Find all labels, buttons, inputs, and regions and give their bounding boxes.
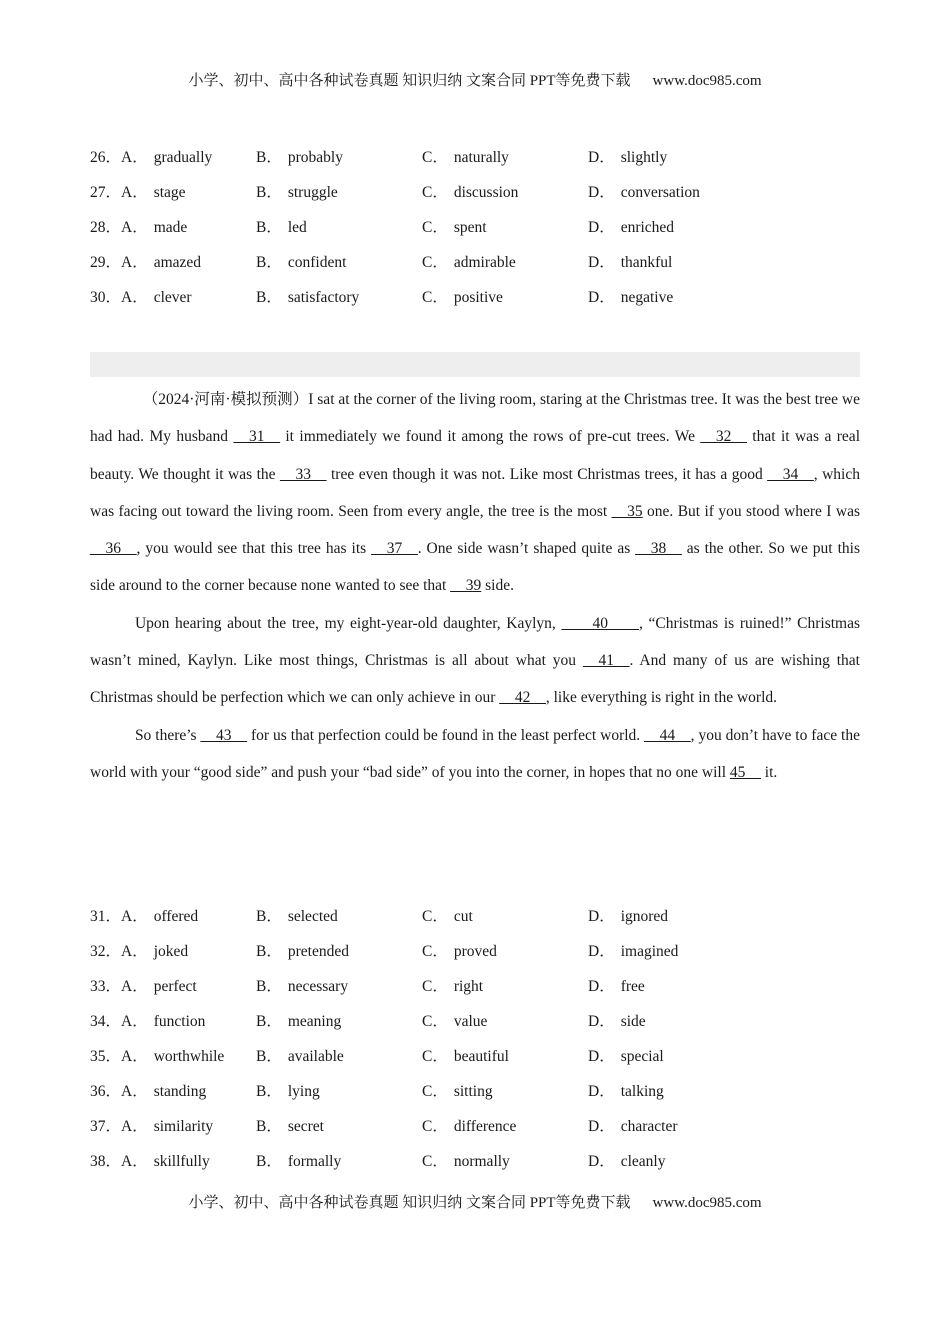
option-c <box>422 250 516 272</box>
answer-blank: __31__ <box>233 428 280 446</box>
option-a <box>90 250 201 272</box>
option-a <box>90 1114 213 1136</box>
option-letter-d: D． <box>588 1153 615 1170</box>
section-divider-bar <box>90 352 860 377</box>
header-text: 小学、初中、高中各种试卷真题 知识归纳 文案合同 PPT等免费下载 <box>188 73 631 89</box>
option-letter-b: B． <box>256 1118 282 1135</box>
option-text-c: beautiful <box>453 1048 509 1065</box>
option-letter-b: B． <box>256 1048 282 1065</box>
option-a <box>90 1044 224 1066</box>
option-letter-a: A． <box>121 254 148 271</box>
option-text-b: meaning <box>287 1013 342 1030</box>
option-text-b: probably <box>287 149 343 166</box>
passage-text: it. <box>760 763 778 781</box>
passage-text: Upon hearing about the tree, my eight-year-old daughter, Kaylyn, <box>134 614 562 632</box>
option-b <box>256 250 346 272</box>
question-number: 32． <box>90 943 122 960</box>
option-letter-d: D． <box>588 289 615 306</box>
option-d <box>588 974 645 996</box>
option-a <box>90 285 192 307</box>
option-text-c: cut <box>453 908 473 925</box>
option-text-d: imagined <box>620 943 679 960</box>
option-b <box>256 939 349 961</box>
option-text-a: offered <box>153 908 199 925</box>
option-b <box>256 974 348 996</box>
options-list-bottom <box>90 904 870 1184</box>
option-letter-c: C． <box>422 254 448 271</box>
passage-paragraph-1 <box>90 381 860 605</box>
passage-text: . And many of us are wishing that Christmas should be perfection which we can only achieve in our <box>90 652 860 707</box>
option-letter-d: D． <box>588 1048 615 1065</box>
passage-text: side. <box>481 577 514 595</box>
passage-text: , you would see that this tree has its <box>136 540 372 558</box>
option-letter-b: B． <box>256 1153 282 1170</box>
question-row <box>90 904 870 939</box>
option-text-c: proved <box>453 943 497 960</box>
option-letter-a: A． <box>121 943 148 960</box>
question-row <box>90 180 870 215</box>
question-row <box>90 145 870 180</box>
answer-blank: __36__ <box>90 540 137 558</box>
header-url[interactable]: www.doc985.com <box>652 73 762 89</box>
passage-paragraph-3 <box>90 717 860 792</box>
option-b <box>256 215 307 237</box>
answer-blank: __34__ <box>767 465 814 483</box>
option-d <box>588 145 667 167</box>
option-letter-d: D． <box>588 1083 615 1100</box>
option-a <box>90 1009 205 1031</box>
option-letter-d: D． <box>588 908 615 925</box>
option-text-d: negative <box>620 289 674 306</box>
option-text-b: confident <box>287 254 347 271</box>
option-text-d: conversation <box>620 184 700 201</box>
option-d <box>588 1114 677 1136</box>
option-b <box>256 180 338 202</box>
option-text-b: selected <box>287 908 338 925</box>
option-d <box>588 180 700 202</box>
passage-text: as the other. So we put this side around to the corner because none wanted to see that <box>90 540 860 595</box>
question-number: 28． <box>90 219 122 236</box>
option-letter-d: D． <box>588 184 615 201</box>
option-text-d: cleanly <box>620 1153 666 1170</box>
question-number: 37． <box>90 1118 122 1135</box>
option-c <box>422 215 487 237</box>
question-row <box>90 1044 870 1079</box>
option-text-a: stage <box>153 184 186 201</box>
option-text-b: necessary <box>287 978 349 995</box>
option-letter-c: C． <box>422 1083 448 1100</box>
passage-text: tree even though it was not. Like most Christmas trees, it has a good <box>326 465 768 483</box>
question-number: 36． <box>90 1083 122 1100</box>
option-letter-c: C． <box>422 1153 448 1170</box>
option-letter-b: B． <box>256 943 282 960</box>
option-letter-d: D． <box>588 219 615 236</box>
option-text-c: right <box>453 978 484 995</box>
option-text-a: similarity <box>153 1118 214 1135</box>
option-text-b: lying <box>287 1083 320 1100</box>
option-a <box>90 145 212 167</box>
option-text-a: skillfully <box>153 1153 210 1170</box>
question-number: 29． <box>90 254 122 271</box>
option-letter-b: B． <box>256 219 282 236</box>
answer-blank: __44__ <box>644 726 691 744</box>
answer-blank: ____40____ <box>561 614 639 632</box>
option-text-c: discussion <box>453 184 519 201</box>
question-number: 26． <box>90 149 122 166</box>
option-text-a: function <box>153 1013 206 1030</box>
page-footer <box>0 1191 950 1212</box>
option-text-a: made <box>153 219 188 236</box>
option-letter-c: C． <box>422 149 448 166</box>
passage-text: . One side wasn’t shaped quite as <box>417 540 636 558</box>
option-d <box>588 1009 646 1031</box>
option-text-a: standing <box>153 1083 207 1100</box>
option-letter-d: D． <box>588 1118 615 1135</box>
option-text-a: amazed <box>153 254 202 271</box>
answer-blank: __37__ <box>371 540 418 558</box>
passage-text: for us that perfection could be found in the least perfect world. <box>247 726 645 744</box>
option-text-d: talking <box>620 1083 664 1100</box>
option-text-b: secret <box>287 1118 324 1135</box>
option-letter-b: B． <box>256 1083 282 1100</box>
option-b <box>256 1044 344 1066</box>
option-b <box>256 285 359 307</box>
option-letter-b: B． <box>256 978 282 995</box>
option-text-d: character <box>620 1118 678 1135</box>
option-d <box>588 285 673 307</box>
footer-text: 小学、初中、高中各种试卷真题 知识归纳 文案合同 PPT等免费下载 <box>188 1195 631 1211</box>
option-d <box>588 1079 664 1101</box>
option-text-c: naturally <box>453 149 509 166</box>
option-text-c: value <box>453 1013 488 1030</box>
option-a <box>90 974 197 996</box>
option-text-a: gradually <box>153 149 213 166</box>
passage-text: , “Christmas is ruined!” Christmas wasn’t mined, Kaylyn. Like most things, Christmas is all about what you <box>90 614 861 670</box>
option-d <box>588 1149 665 1171</box>
option-b <box>256 1009 341 1031</box>
option-text-c: admirable <box>453 254 516 271</box>
option-letter-d: D． <box>588 254 615 271</box>
question-number: 30． <box>90 289 122 306</box>
option-c <box>422 285 503 307</box>
option-a <box>90 1079 206 1101</box>
option-text-a: perfect <box>153 978 197 995</box>
option-text-d: thankful <box>620 254 673 271</box>
option-text-b: struggle <box>287 184 338 201</box>
option-b <box>256 1079 320 1101</box>
option-letter-d: D． <box>588 978 615 995</box>
option-c <box>422 904 473 926</box>
option-text-c: difference <box>453 1118 517 1135</box>
option-letter-a: A． <box>121 1048 148 1065</box>
answer-blank: __39 <box>450 577 482 595</box>
option-b <box>256 1149 341 1171</box>
option-letter-b: B． <box>256 908 282 925</box>
passage-text: So there’s <box>134 726 201 744</box>
option-text-c: normally <box>453 1153 510 1170</box>
option-text-b: pretended <box>287 943 349 960</box>
option-letter-c: C． <box>422 943 448 960</box>
passage-text: , like everything is right in the world. <box>545 689 778 707</box>
page-header <box>0 69 950 90</box>
answer-blank: __35 <box>611 502 643 520</box>
option-a <box>90 180 186 202</box>
option-text-b: available <box>287 1048 344 1065</box>
option-letter-b: B． <box>256 184 282 201</box>
option-d <box>588 939 678 961</box>
answer-blank: __38__ <box>635 540 682 558</box>
passage-text: （2024·河南·模拟预测）I sat at the corner of the living room, staring at the Christmas tree. It was the best tree we had had. My husband <box>90 391 860 446</box>
option-letter-a: A． <box>121 978 148 995</box>
option-letter-b: B． <box>256 149 282 166</box>
option-letter-b: B． <box>256 254 282 271</box>
option-letter-a: A． <box>121 289 148 306</box>
question-number: 31． <box>90 908 122 925</box>
option-text-b: satisfactory <box>287 289 360 306</box>
option-d <box>588 250 672 272</box>
option-text-d: free <box>620 978 645 995</box>
question-row <box>90 285 870 320</box>
option-letter-a: A． <box>121 1153 148 1170</box>
option-letter-c: C． <box>422 1048 448 1065</box>
answer-blank: __43__ <box>200 726 248 744</box>
question-number: 34． <box>90 1013 122 1030</box>
option-letter-c: C． <box>422 184 448 201</box>
option-d <box>588 215 674 237</box>
passage-text: , which was facing out toward the living room. Seen from every angle, the tree is the most <box>90 465 860 520</box>
option-letter-c: C． <box>422 1118 448 1135</box>
option-letter-b: B． <box>256 289 282 306</box>
question-row <box>90 1149 870 1184</box>
passage-text: it immediately we found it among the rows of pre-cut trees. We <box>279 428 701 446</box>
option-text-d: special <box>620 1048 664 1065</box>
option-text-d: slightly <box>620 149 668 166</box>
option-letter-c: C． <box>422 289 448 306</box>
question-row <box>90 250 870 285</box>
passage-text: that it was a real beauty. We thought it was the <box>90 428 860 483</box>
option-letter-c: C． <box>422 978 448 995</box>
option-c <box>422 145 509 167</box>
option-text-b: formally <box>287 1153 342 1170</box>
option-c <box>422 1149 510 1171</box>
option-c <box>422 1114 516 1136</box>
question-row <box>90 1079 870 1114</box>
passage-text: , you don’t have to face the world with your “good side” and push your “bad side” of you into the corner, in hopes that no one will <box>90 726 860 781</box>
question-number: 27． <box>90 184 122 201</box>
passage-paragraph-2 <box>90 605 860 717</box>
option-a <box>90 1149 210 1171</box>
option-letter-c: C． <box>422 1013 448 1030</box>
option-letter-d: D． <box>588 943 615 960</box>
option-text-a: worthwhile <box>153 1048 225 1065</box>
option-letter-c: C． <box>422 908 448 925</box>
option-c <box>422 1044 509 1066</box>
answer-blank: __42__ <box>499 689 546 707</box>
option-c <box>422 974 483 996</box>
answer-blank: 45__ <box>729 763 761 781</box>
option-letter-d: D． <box>588 1013 615 1030</box>
question-row <box>90 1114 870 1149</box>
option-d <box>588 904 668 926</box>
question-row <box>90 215 870 250</box>
option-a <box>90 215 187 237</box>
passage-text: one. But if you stood where I was <box>642 502 860 520</box>
option-text-c: positive <box>453 289 503 306</box>
footer-url[interactable]: www.doc985.com <box>652 1195 762 1211</box>
option-letter-a: A． <box>121 184 148 201</box>
option-letter-b: B． <box>256 1013 282 1030</box>
option-text-a: clever <box>153 289 192 306</box>
option-letter-a: A． <box>121 219 148 236</box>
option-d <box>588 1044 664 1066</box>
question-row <box>90 1009 870 1044</box>
option-c <box>422 1009 487 1031</box>
option-b <box>256 1114 324 1136</box>
option-text-c: spent <box>453 219 487 236</box>
option-b <box>256 904 338 926</box>
option-text-c: sitting <box>453 1083 493 1100</box>
option-c <box>422 1079 493 1101</box>
question-number: 33． <box>90 978 122 995</box>
option-b <box>256 145 343 167</box>
option-letter-a: A． <box>121 1013 148 1030</box>
option-c <box>422 939 497 961</box>
option-text-a: joked <box>153 943 189 960</box>
answer-blank: __33__ <box>280 465 327 483</box>
option-text-d: enriched <box>620 219 675 236</box>
cloze-passage <box>90 381 860 791</box>
question-number: 38． <box>90 1153 122 1170</box>
options-list-top <box>90 145 870 320</box>
option-letter-a: A． <box>121 1118 148 1135</box>
option-text-d: side <box>620 1013 646 1030</box>
question-number: 35． <box>90 1048 122 1065</box>
option-a <box>90 939 188 961</box>
option-letter-a: A． <box>121 1083 148 1100</box>
option-text-b: led <box>287 219 307 236</box>
option-letter-d: D． <box>588 149 615 166</box>
option-letter-a: A． <box>121 149 148 166</box>
option-letter-c: C． <box>422 219 448 236</box>
answer-blank: __41__ <box>582 652 630 670</box>
question-row <box>90 939 870 974</box>
question-row <box>90 974 870 1009</box>
option-letter-a: A． <box>121 908 148 925</box>
option-text-d: ignored <box>620 908 669 925</box>
option-a <box>90 904 198 926</box>
option-c <box>422 180 518 202</box>
answer-blank: __32__ <box>700 428 747 446</box>
